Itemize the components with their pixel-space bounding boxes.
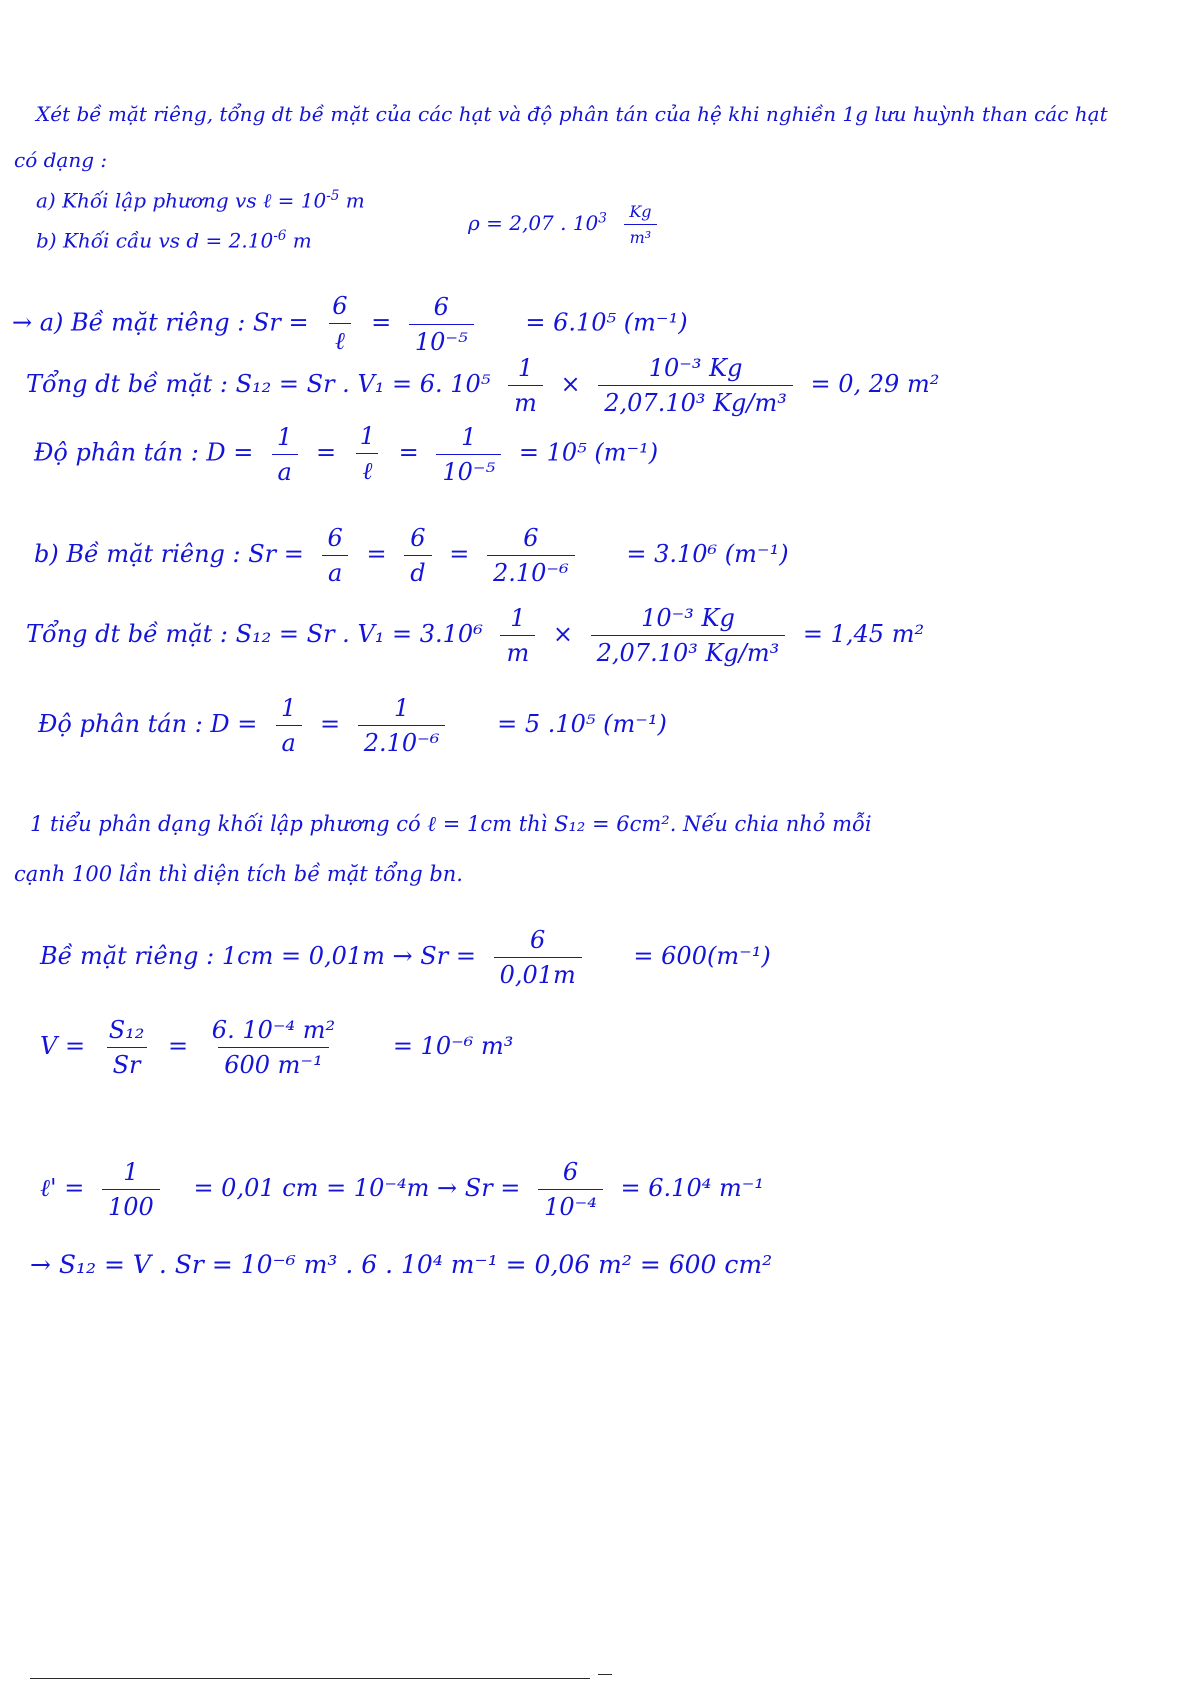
sol2-total-surface: → S₁₂ = V . Sr = 10⁻⁶ m³ . 6 . 10⁴ m⁻¹ = 0,06 m² = 600 cm²	[30, 1250, 773, 1279]
b-total-surface: Tổng dt bề mặt : S₁₂ = Sr . V₁ = 3.10⁶ $\frac{1}{m}$ × $\frac{\text{10⁻³ Kg}}{\text{2,07.10³ Kg/m³}}$ = 1,45 m²	[26, 604, 925, 667]
problem1-line2: có dạng :	[14, 148, 108, 172]
page-bottom-rule	[30, 1678, 590, 1679]
problem1-line1: Xét bề mặt riêng, tổng dt bề mặt của các hạt và độ phân tán của hệ khi nghiền 1g lưu huỳnh than các hạt	[36, 102, 1108, 126]
sol2-new-edge: ℓ' = $\frac{1}{100}$ = 0,01 cm = 10⁻⁴m → Sr = $\frac{6}{\text{10⁻⁴}}$ = 6.10⁴ m⁻¹	[40, 1158, 765, 1221]
case-a: a) Khối lập phương vs ℓ = $10^{-5}$ m	[36, 188, 365, 213]
problem2-line1: 1 tiểu phân dạng khối lập phương có ℓ = 1cm thì S₁₂ = 6cm². Nếu chia nhỏ mỗi	[30, 812, 872, 836]
page-bottom-mark	[598, 1674, 612, 1675]
a-dispersion: Độ phân tán : D = $\frac{1}{a}$ = $\frac{1}{\text{ℓ}}$ = $\frac{1}{\text{10⁻⁵}}$ = 10⁵ (m⁻¹)	[34, 422, 659, 486]
b-specific-surface: b) Bề mặt riêng : Sr = $\frac{6}{a}$ = $\frac{6}{d}$ = $\frac{6}{\text{2.10⁻⁶}}$ = 3.10⁶ (m⁻¹)	[34, 524, 789, 587]
sol2-specific-surface: Bề mặt riêng : 1cm = 0,01m → Sr = $\frac{6}{0,01m}$ = 600(m⁻¹)	[40, 926, 771, 989]
b-dispersion: Độ phân tán : D = $\frac{1}{a}$ = $\frac{1}{\text{2.10⁻⁶}}$ = 5 .10⁵ (m⁻¹)	[38, 694, 667, 757]
density: ρ = 2,07 . $10^3$ $\frac{Kg}{\text{m³}}$	[468, 202, 668, 247]
problem2-line2: cạnh 100 lần thì diện tích bề mặt tổng bn.	[14, 862, 463, 886]
a-specific-surface: → a) Bề mặt riêng : Sr = $\frac{6}{\text{ℓ}}$ = $\frac{6}{\text{10⁻⁵}}$ = 6.10⁵ (m⁻¹)	[12, 292, 688, 356]
a-total-surface: Tổng dt bề mặt : S₁₂ = Sr . V₁ = 6. 10⁵ $\frac{1}{m}$ × $\frac{\text{10⁻³ Kg}}{\text{2,07.10³ Kg/m³}}$ = 0, 29 m²	[26, 354, 940, 417]
case-b: b) Khối cầu vs $d = 2.10^{-6}$ m	[36, 228, 312, 253]
sol2-volume: V = $\frac{\text{S₁₂}}{Sr}$ = $\frac{\text{6. 10⁻⁴ m²}}{\text{600 m⁻¹}}$ = 10⁻⁶ m³	[40, 1016, 514, 1079]
